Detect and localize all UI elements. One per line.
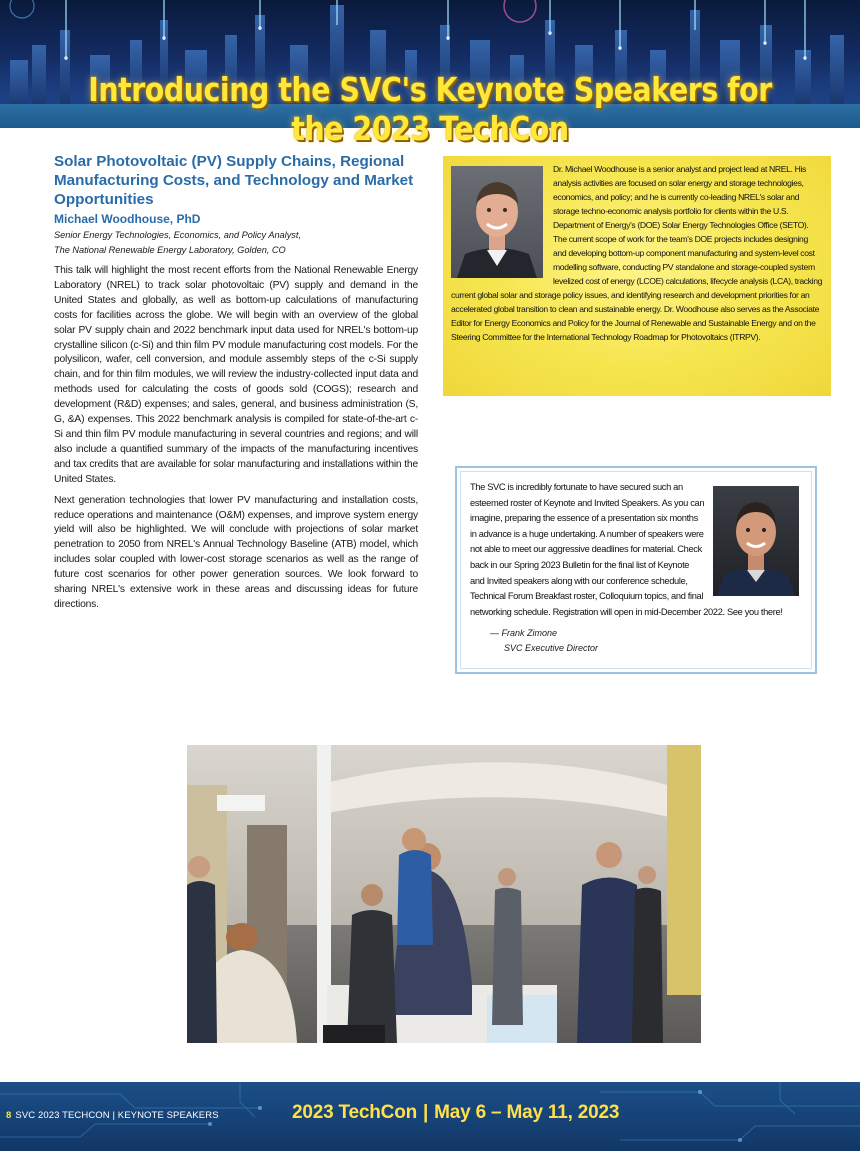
article-paragraph: This talk will highlight the most recent efforts from the National Renewable Energy Laboratory (NREL) to track solar photovoltaic (PV) supply and demand in the United States and globally, as well as bottom-up calculations of manufacturing costs for facilities across the globe. We will begin with an overview of the global solar PV supply chain and 2022 benchmark input data used for NREL's bottom-up crystalline silicon (c-Si) and thin film PV module manufacturing cost models. For the polysilicon, wafer, cell conversion, and module assembly steps of the c-Si supply chain, and for thin film modules, we will review the industry-collected input data and methods used for calculating the costs of goods sold (COGS); research and development (R&D) expenses; and sales, general, and business administration (S, G, &A) expenses. This 2022 benchmark analysis is compiled for state-of-the-art c-Si and thin film PV module manufacturing in several countries and regions; and will also include a quantified summary of the impacts of the manufacturing incentives and tax credits that are available for solar manufacturing and installations within the United States.: [54, 265, 418, 485]
conference-scene-image: [187, 745, 701, 1043]
page-number: 8: [6, 1110, 12, 1121]
keynote-article: [54, 152, 418, 613]
footer-event-label: [292, 1102, 619, 1124]
footer-separator: |: [423, 1102, 429, 1123]
footer-dates: May 6 – May 11, 2023: [434, 1102, 620, 1123]
page-footer: [0, 1082, 860, 1151]
executive-signature: [490, 626, 803, 656]
executive-note-text: The SVC is incredibly fortunate to have secured such an esteemed roster of Keynote and Invited Speakers. As you can imagine, preparing the essence of a presentation six months in advance is a huge undertaking. A number of speakers were not able to meet our aggressive deadlines for material. Check back in our Spring 2023 Bulletin for the final list of Keynote and Invited speakers along with our conference schedule, Technical Forum Breakfast roster, Colloquium topics, and final networking schedule. Registration will open in mid-December 2022. See you there!: [470, 482, 783, 617]
article-affiliation: [54, 228, 418, 258]
speaker-portrait-icon: [451, 166, 543, 278]
executive-portrait-icon: [713, 486, 799, 596]
page-title: Introducing the SVC's Keynote Speakers for the 2023 TechCon: [88, 70, 772, 148]
conference-photo: [187, 745, 701, 1043]
header-banner: [0, 0, 860, 148]
article-title: Solar Photovoltaic (PV) Supply Chains, Regional Manufacturing Costs, and Technology and Market Opportunities: [54, 153, 414, 208]
affiliation-organization: The National Renewable Energy Laboratory, Golden, CO: [54, 245, 286, 255]
speaker-bio-text: Dr. Michael Woodhouse is a senior analyst and project lead at NREL. His analysis activities are focused on solar energy and storage technologies, economics, and policy; and he is currently co-leading NREL's solar and storage techno-economic analysis portfolio for clients within the U.S. Department of Energy's (DOE) Solar Energy Technologies Office (SETO). The current scope of work for the team's DOE projects includes designing and developing bottom-up component manufacturing and system-level cost modelling software, conducting PV standalone and storage-coupled system levelized cost of energy (LCOE) calculations, lifecycle analysis (LCA), tracking current global solar and storage policy issues, and identifying research and development priorities for an accelerated global transition to clean and sustainable energy. Dr. Woodhouse also serves as the Associate Editor for Energy Economics and Policy for the Journal of Renewable and Sustainable Energy and on the Steering Committee for the International Technology Roadmap for Photovoltaics (ITRPV).: [451, 164, 823, 342]
executive-portrait: [713, 486, 799, 596]
signature-title: SVC Executive Director: [504, 643, 599, 654]
footer-section-label: [6, 1110, 219, 1121]
article-paragraph: Next generation technologies that lower PV manufacturing and installation costs, reduce operations and maintenance (O&M) expenses, and improve system energy yield will also be highlighted. We will conclude with projections of solar market penetration to 2050 from NREL's Annual Technology Baseline (ATB) model, which includes solar coupled with lower-cost storage scenarios as well as the range of future cost scenarios for other power generation sources. We look forward to sharing NREL's extensive work in these areas and discussing ideas for future directions.: [54, 494, 418, 610]
article-body: [54, 264, 418, 613]
speaker-portrait: [451, 166, 543, 278]
footer-event: 2023 TechCon: [292, 1102, 418, 1123]
footer-section: SVC 2023 TECHCON | KEYNOTE SPEAKERS: [15, 1110, 219, 1121]
article-author: Michael Woodhouse, PhD: [54, 212, 201, 226]
affiliation-position: Senior Energy Technologies, Economics, and Policy Analyst,: [54, 230, 302, 240]
speaker-bio-box: [443, 156, 831, 396]
executive-note-inner: [460, 471, 812, 669]
executive-note-box: [455, 466, 817, 674]
signature-name: — Frank Zimone: [490, 628, 558, 639]
